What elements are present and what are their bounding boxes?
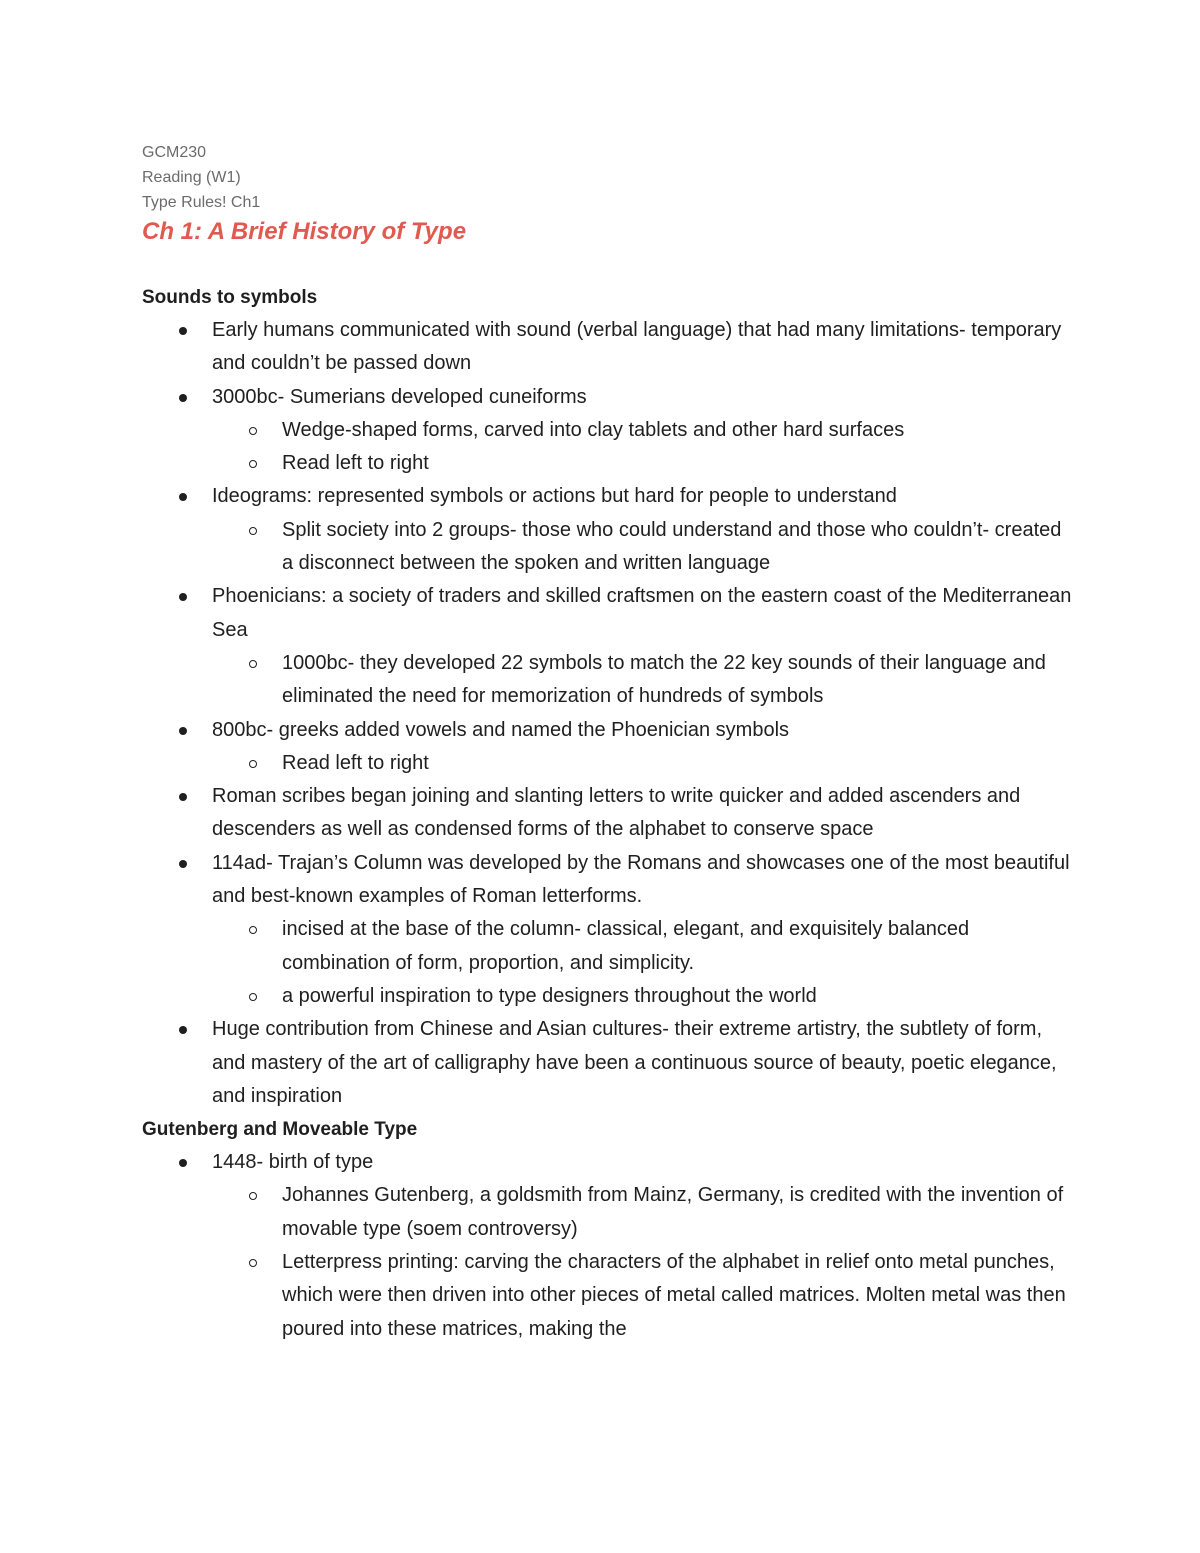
filled-bullet-icon — [179, 727, 187, 735]
list-item — [142, 1013, 1072, 1113]
sub-list-item-text: Wedge-shaped forms, carved into clay tablets and other hard surfaces — [282, 418, 905, 441]
sub-bullet-list — [212, 913, 1072, 1013]
sub-list-item — [212, 980, 1072, 1013]
hollow-bullet-icon — [249, 527, 257, 535]
filled-bullet-icon — [179, 394, 187, 402]
sub-bullet-list — [212, 1179, 1072, 1345]
document-title: Ch 1: A Brief History of Type — [142, 218, 467, 245]
list-item — [142, 480, 1072, 580]
list-item — [142, 381, 1072, 481]
sub-list-item — [212, 447, 1072, 480]
bullet-list — [142, 1146, 1072, 1346]
list-item — [142, 1146, 1072, 1346]
filled-bullet-icon — [179, 1159, 187, 1167]
hollow-bullet-icon — [249, 993, 257, 1001]
list-item — [142, 580, 1072, 713]
document-page — [142, 140, 1072, 1346]
source-label: Type Rules! Ch1 — [142, 194, 261, 211]
bullet-list — [142, 314, 1072, 1113]
sub-list-item — [212, 747, 1072, 780]
hollow-bullet-icon — [249, 460, 257, 468]
list-item-text: Ideograms: represented symbols or actions but hard for people to understand — [212, 485, 897, 508]
sub-list-item — [212, 414, 1072, 447]
sub-list-item-text: Read left to right — [282, 751, 429, 774]
filled-bullet-icon — [179, 860, 187, 868]
hollow-bullet-icon — [249, 660, 257, 668]
hollow-bullet-icon — [249, 926, 257, 934]
list-item — [142, 714, 1072, 781]
sub-bullet-list — [212, 747, 1072, 780]
filled-bullet-icon — [179, 593, 187, 601]
sub-list-item-text: 1000bc- they developed 22 symbols to match the 22 key sounds of their language and eliminated the need for memorization of hundreds of symbols — [282, 651, 1046, 708]
list-item-text: Phoenicians: a society of traders and skilled craftsmen on the eastern coast of the Mediterranean Sea — [212, 585, 1072, 641]
filled-bullet-icon — [179, 327, 187, 335]
hollow-bullet-icon — [249, 760, 257, 768]
hollow-bullet-icon — [249, 1192, 257, 1200]
list-item-text: 3000bc- Sumerians developed cuneiforms — [212, 385, 587, 408]
filled-bullet-icon — [179, 1026, 187, 1034]
hollow-bullet-icon — [249, 1259, 257, 1267]
sub-list-item — [212, 1246, 1072, 1346]
list-item-text: Early humans communicated with sound (verbal language) that had many limitations- temporary and couldn’t be passed down — [212, 319, 1062, 375]
sub-list-item — [212, 647, 1072, 714]
sub-list-item-text: incised at the base of the column- classical, elegant, and exquisitely balanced combination of form, proportion, and simplicity. — [282, 918, 970, 974]
sections-container — [142, 281, 1072, 1346]
sub-list-item-text: Letterpress printing: carving the characters of the alphabet in relief onto metal punches, which were then driven into other pieces of metal called matrices. Molten metal was then poured into these matrices, making the — [282, 1251, 1066, 1340]
sub-list-item — [212, 1179, 1072, 1246]
section-heading: Gutenberg and Moveable Type — [142, 1119, 418, 1141]
sub-bullet-list — [212, 647, 1072, 714]
filled-bullet-icon — [179, 493, 187, 501]
sub-list-item-text: Split society into 2 groups- those who could understand and those who couldn’t- created a disconnect between the spoken and written language — [282, 518, 1062, 575]
sub-list-item — [212, 913, 1072, 980]
hollow-bullet-icon — [249, 427, 257, 435]
sub-list-item-text: a powerful inspiration to type designers throughout the world — [282, 984, 817, 1007]
sub-list-item-text: Johannes Gutenberg, a goldsmith from Mainz, Germany, is credited with the invention of movable type (soem controversy) — [282, 1184, 1064, 1240]
filled-bullet-icon — [179, 793, 187, 801]
list-item-text: Huge contribution from Chinese and Asian cultures- their extreme artistry, the subtlety of form, and mastery of the art of calligraphy have been a continuous source of beauty, poetic elegance, and inspiration — [212, 1018, 1057, 1107]
course-code: GCM230 — [142, 144, 207, 161]
sub-list-item — [212, 514, 1072, 581]
list-item — [142, 314, 1072, 381]
list-item-text: Roman scribes began joining and slanting letters to write quicker and added ascenders and descenders as well as condensed forms of the alphabet to conserve space — [212, 785, 1021, 841]
section-heading: Sounds to symbols — [142, 287, 318, 308]
list-item — [142, 847, 1072, 1013]
list-item-text: 800bc- greeks added vowels and named the Phoenician symbols — [212, 718, 790, 741]
list-item — [142, 780, 1072, 847]
reading-label: Reading (W1) — [142, 169, 241, 186]
sub-bullet-list — [212, 414, 1072, 481]
list-item-text: 1448- birth of type — [212, 1151, 374, 1174]
list-item-text: 114ad- Trajan’s Column was developed by the Romans and showcases one of the most beautiful and best-known examples of Roman letterforms. — [212, 851, 1070, 908]
sub-list-item-text: Read left to right — [282, 452, 429, 475]
sub-bullet-list — [212, 514, 1072, 581]
